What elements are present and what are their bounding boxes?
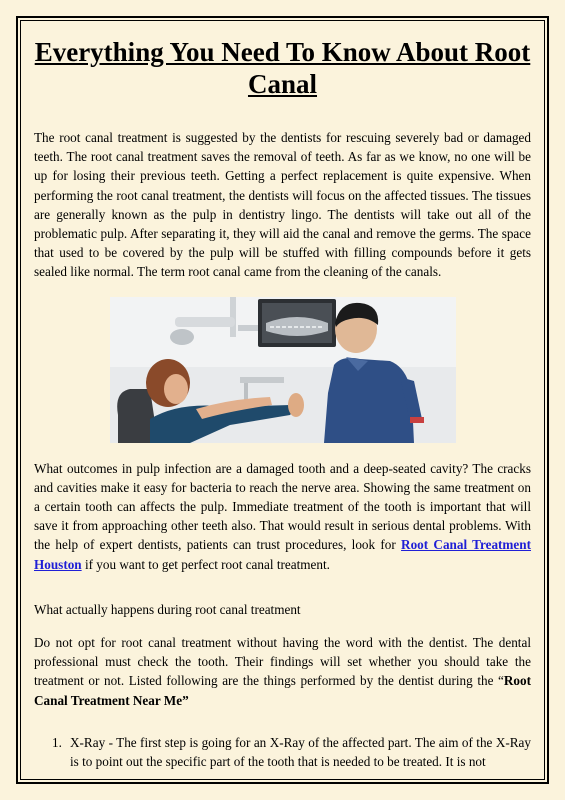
dentist-consult-paragraph (34, 633, 531, 710)
list-item-number: 1. (52, 734, 62, 750)
pulp-infection-text: What outcomes in pulp infection are a damaged tooth and a deep-seated cavity? The cracks and cavities make it easy for bacteria to reach the nerve area. Showing the same treatment on a certain tooth can affects the pulp. Immediate treatment of the tooth is important that will save it from approaching other teeth also. That would result in serious dental problems. With the help of expert dentists, patients can trust procedures, look for (34, 460, 531, 553)
pulp-infection-paragraph (34, 459, 531, 574)
pulp-infection-text-end: if you want to get perfect root canal treatment. (81, 556, 330, 572)
page-title: Everything You Need To Know About Root Canal (34, 37, 531, 99)
section-heading: What actually happens during root canal treatment (34, 601, 301, 617)
list-item (52, 733, 531, 771)
list-item-text: X-Ray - The first step is going for an X-Ray of the affected part. The aim of the X-Ray is to point out the specific part of the tooth that is needed to be treated. It is not (70, 734, 531, 770)
dentist-patient-photo (110, 297, 456, 443)
intro-paragraph: The root canal treatment is suggested by the dentists for rescuing severely bad or damaged teeth. The root canal treatment saves the removal of teeth. As far as we know, no one will be up for losing their previous teeth. Getting a perfect replacement is quite expensive. When performing the root canal treatment, the dentists will focus on the affected tissues. The tissues are generally known as the pulp in dentistry lingo. The dentists will take out all of the problematic pulp. After separating it, they will aid the canal and remove the germs. The space that used to be covered by the pulp will be stuffed with filling compounds before it gets sealed like normal. The term root canal came from the cleaning of the canals. (34, 130, 531, 280)
procedure-list (34, 733, 531, 771)
root-canal-houston-link[interactable]: Root Canal Treatment Houston (34, 537, 531, 572)
document-body (34, 36, 531, 776)
dentist-consult-text: Do not opt for root canal treatment without having the word with the dentist. The dental professional must check the tooth. Their findings will set whether you should take the treatment or not. Listed following are the things performed by the dentist during the “ (34, 635, 531, 689)
root-canal-near-me-bold: Root Canal Treatment Near Me” (34, 673, 531, 708)
